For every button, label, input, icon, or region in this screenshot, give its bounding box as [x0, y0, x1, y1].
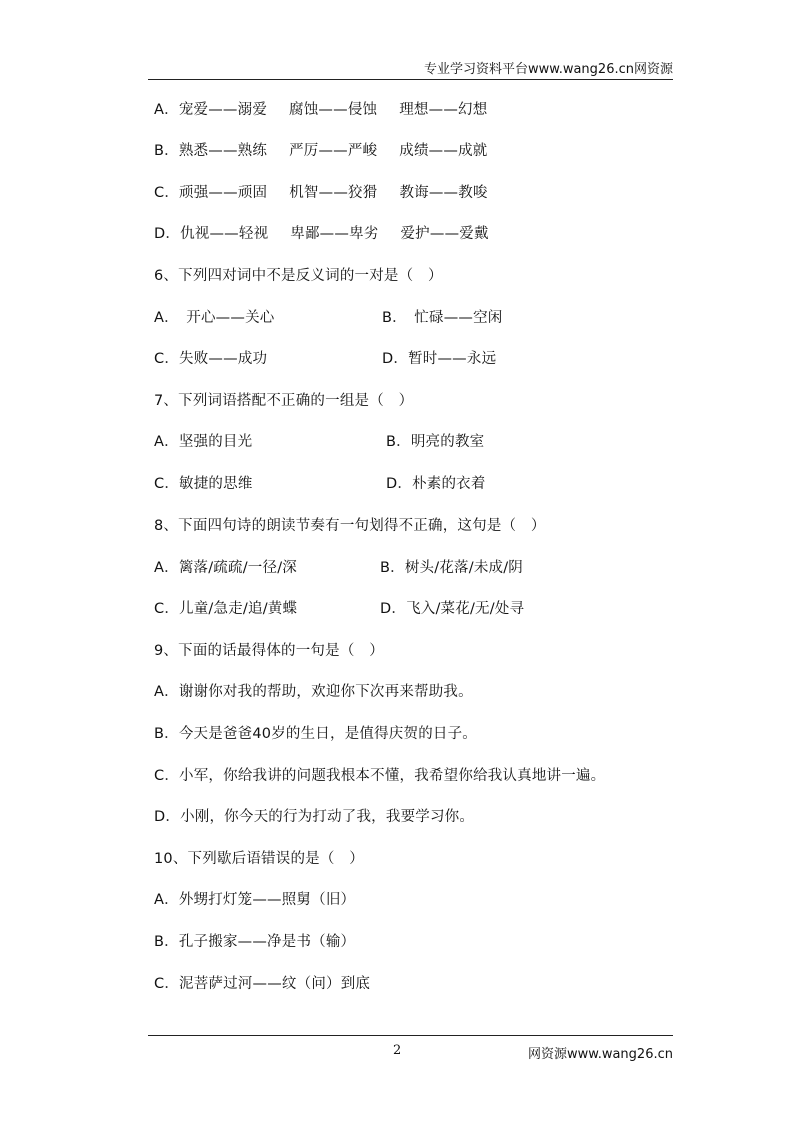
q6-option-c: C．失败——成功 — [154, 351, 268, 367]
footer-rule — [148, 1035, 673, 1036]
q5-a-3: 理想——幻想 — [399, 102, 488, 118]
q7-option-c: C．敏捷的思维 — [154, 476, 253, 492]
q6-option-d: D．暂时——永远 — [382, 351, 497, 367]
q8-option-c: C．儿童/急走/追/黄蝶 — [154, 601, 298, 617]
q9-option-a: A．谢谢你对我的帮助，欢迎你下次再来帮助我。 — [154, 684, 473, 700]
q5-a-1: A．宠爱——溺爱 — [154, 102, 268, 118]
q5-option-b — [154, 139, 487, 160]
q5-d-1: D．仇视——轻视 — [154, 226, 269, 242]
q5-b-3: 成绩——成就 — [399, 143, 488, 159]
q9-stem: 9、下面的话最得体的一句是（ ） — [154, 643, 384, 659]
q5-option-c — [154, 181, 488, 202]
header-rule — [148, 79, 673, 80]
q8-stem: 8、下面四句诗的朗读节奏有一句划得不正确，这句是（ ） — [154, 518, 546, 534]
q5-a-2: 腐蚀——侵蚀 — [289, 102, 378, 118]
q7-option-a: A．坚强的目光 — [154, 434, 253, 450]
q5-option-a — [154, 98, 487, 119]
q5-option-d — [154, 222, 489, 243]
q9-option-b: B．今天是爸爸40岁的生日，是值得庆贺的日子。 — [154, 726, 477, 742]
footer-site: 网资源www.wang26.cn — [528, 1047, 673, 1062]
q10-option-b: B．孔子搬家——净是书（输） — [154, 934, 356, 950]
q5-b-2: 严厉——严峻 — [289, 143, 378, 159]
q8-option-b: B．树头/花落/未成/阴 — [380, 560, 524, 576]
q5-c-2: 机智——狡猾 — [289, 185, 378, 201]
q9-option-c: C．小军，你给我讲的问题我根本不懂，我希望你给我认真地讲一遍。 — [154, 768, 606, 784]
page-header: 专业学习资料平台www.wang26.cn网资源 — [424, 62, 673, 77]
q8-option-d: D．飞入/菜花/无/处寻 — [380, 601, 525, 617]
q7-stem: 7、下列词语搭配不正确的一组是（ ） — [154, 393, 414, 409]
q9-option-d: D．小刚，你今天的行为打动了我，我要学习你。 — [154, 809, 475, 825]
q5-d-2: 卑鄙——卑劣 — [290, 226, 379, 242]
q5-c-3: 教诲——教唆 — [399, 185, 488, 201]
q7-option-d: D．朴素的衣着 — [386, 476, 486, 492]
q6-stem: 6、下列四对词中不是反义词的一对是（ ） — [154, 268, 443, 284]
q10-stem: 10、下列歇后语错误的是（ ） — [154, 851, 364, 867]
q10-option-c: C．泥菩萨过河——纹（问）到底 — [154, 976, 371, 992]
q6-option-a: A． 开心——关心 — [154, 310, 275, 326]
q5-d-3: 爱护——爱戴 — [400, 226, 489, 242]
q5-c-1: C．顽强——顽固 — [154, 185, 268, 201]
q7-option-b: B．明亮的教室 — [386, 434, 485, 450]
q8-option-a: A．篱落/疏疏/一径/深 — [154, 560, 297, 576]
q10-option-a: A．外甥打灯笼——照舅（旧） — [154, 892, 356, 908]
q6-option-b: B． 忙碌——空闲 — [382, 310, 503, 326]
page-number: 2 — [393, 1043, 402, 1058]
q5-b-1: B．熟悉——熟练 — [154, 143, 268, 159]
